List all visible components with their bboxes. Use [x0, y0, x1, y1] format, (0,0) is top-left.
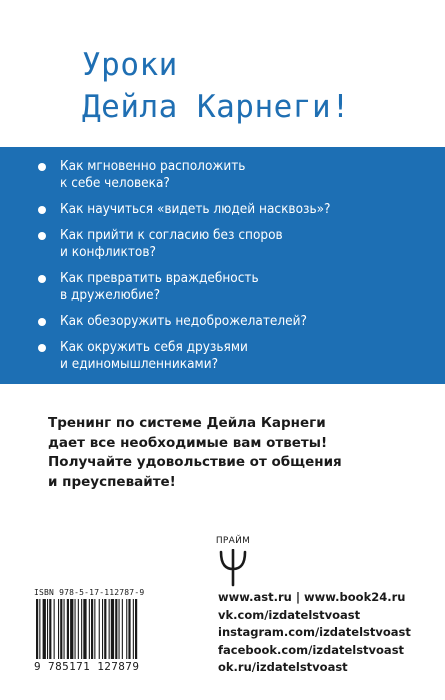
barcode-digits: 9 785171 127879	[34, 660, 140, 673]
isbn-number: ISBN 978-5-17-112787-9	[34, 588, 145, 597]
question-text: Как превратить враждебность в дружелюбие?	[60, 270, 259, 303]
link-facebook[interactable]: facebook.com/izdatelstvoast	[218, 642, 405, 657]
question-item	[38, 227, 438, 261]
question-text: Как обезоружить недоброжелателей?	[60, 313, 307, 329]
barcode-icon	[34, 599, 172, 659]
publisher-name: ПРАЙМ	[215, 536, 251, 546]
link-book24[interactable]: www.book24.ru	[304, 590, 406, 604]
question-text: Как мгновенно расположить к себе человека?	[60, 158, 246, 191]
psi-symbol-icon	[218, 549, 248, 587]
book-title-line-2: Дейла Карнеги!	[82, 89, 351, 125]
bullet-dot-icon	[38, 163, 46, 171]
bullet-dot-icon	[38, 206, 46, 214]
book-title	[82, 44, 422, 128]
question-text: Как прийти к согласию без споров и конфликтов?	[60, 227, 283, 260]
bullet-dot-icon	[38, 232, 46, 240]
description-blurb: Тренинг по системе Дейла Карнеги дает все необходимые вам ответы! Получайте удовольствие от общения и преуспевайте!	[48, 415, 342, 490]
questions-list	[38, 158, 438, 382]
questions-panel	[0, 147, 445, 384]
links-row-sites	[218, 589, 438, 607]
publisher-links	[218, 589, 438, 677]
link-instagram[interactable]: instagram.com/izdatelstvoast	[218, 625, 411, 639]
book-title-line-1: Уроки	[82, 47, 178, 83]
isbn-barcode-block	[34, 588, 174, 676]
question-item	[38, 313, 438, 330]
question-item	[38, 201, 438, 218]
question-item	[38, 270, 438, 304]
question-text: Как окружить себя друзьями и единомышленниками?	[60, 339, 248, 372]
publisher-logo	[213, 536, 253, 587]
link-ast[interactable]: www.ast.ru	[218, 590, 292, 604]
link-ok[interactable]: ok.ru/izdatelstvoast	[218, 660, 348, 674]
question-text: Как научиться «видеть людей насквозь»?	[60, 201, 331, 217]
question-item	[38, 158, 438, 192]
bullet-dot-icon	[38, 275, 46, 283]
bullet-dot-icon	[38, 344, 46, 352]
question-item	[38, 339, 438, 373]
links-separator: |	[295, 590, 301, 604]
link-vk[interactable]: vk.com/izdatelstvoast	[218, 607, 361, 622]
bullet-dot-icon	[38, 318, 46, 326]
